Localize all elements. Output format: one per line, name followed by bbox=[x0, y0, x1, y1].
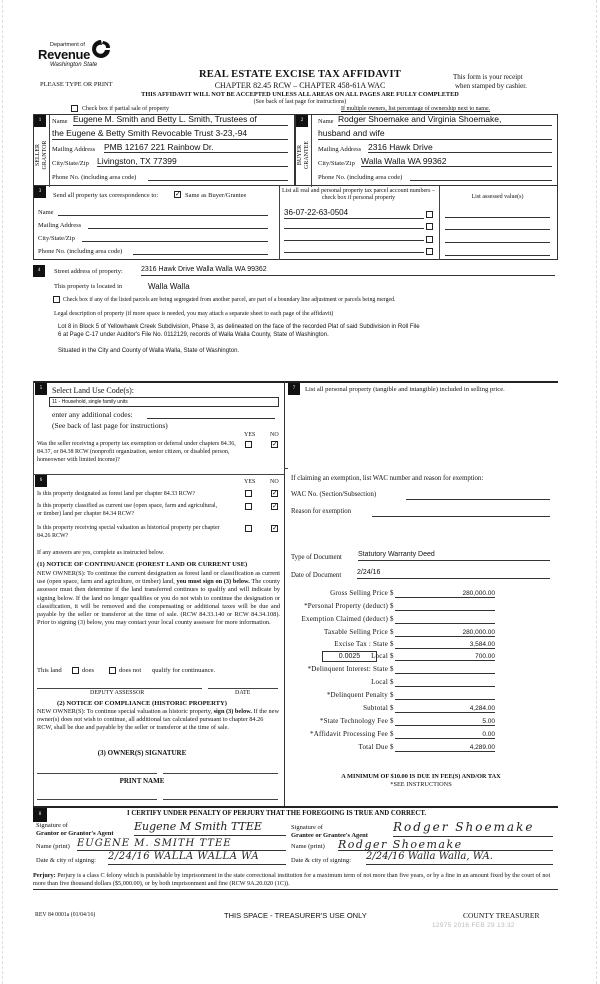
corr-city-label: City/State/Zip bbox=[38, 235, 75, 242]
segregated-label: Check box if any of the listed parcels are being segregated from another parcel, are part of a boundary line adjustment or parcels being merged. bbox=[63, 297, 396, 303]
local-rate-field[interactable]: 0.0025 bbox=[322, 651, 377, 662]
s5-yes-checkbox[interactable] bbox=[245, 441, 252, 448]
grantor-date-label: Date & city of signing: bbox=[36, 857, 96, 864]
section-8-badge: 8 bbox=[33, 808, 47, 822]
deputy-assessor-label: DEPUTY ASSESSOR bbox=[90, 690, 145, 696]
reason-field[interactable] bbox=[372, 508, 550, 517]
amount-row: Gross Selling Price $ 280,000.00 bbox=[330, 589, 495, 597]
seller-grantor-label: SELLER GRANTOR bbox=[35, 140, 48, 170]
s6-question-1: Is this property designated as forest land per chapter 84.33 RCW? bbox=[37, 491, 196, 497]
notice-1-title: (1) NOTICE OF CONTINUANCE (FOREST LAND OR CURRENT USE) bbox=[37, 561, 248, 568]
qualify-label: qualify for continuance. bbox=[152, 667, 216, 674]
seller-phone-field[interactable] bbox=[148, 170, 288, 181]
buyer-name-line-2[interactable]: husband and wife bbox=[318, 128, 552, 140]
buyer-phone-label: Phone No. (including area code) bbox=[318, 174, 403, 181]
wac-field[interactable] bbox=[406, 491, 550, 500]
corr-phone-label: Phone No. (including area code) bbox=[38, 248, 123, 255]
street-address-field[interactable]: 2316 Hawk Drive Walla Walla WA 99362 bbox=[141, 266, 555, 276]
amount-row: *Delinquent Interest: State $ bbox=[290, 665, 550, 676]
seller-name-label: Name bbox=[52, 118, 68, 125]
print-name-label: PRINT NAME bbox=[119, 777, 165, 785]
buyer-address-field[interactable]: 2316 Hawk Drive bbox=[368, 142, 552, 153]
legal-description-line-3[interactable]: Situated in the City and County of Walla Walla, State of Washington. bbox=[58, 348, 240, 354]
exemption-label: If claiming an exemption, list WAC number and reason for exemption: bbox=[291, 475, 484, 482]
additional-codes-field[interactable] bbox=[147, 410, 275, 419]
same-as-buyer-checkbox[interactable] bbox=[174, 191, 181, 198]
assessed-header: List assessed value(s) bbox=[471, 194, 524, 200]
s6-q2-no-checkbox[interactable] bbox=[271, 503, 278, 510]
amount-row: Local $ 700.00 bbox=[371, 652, 495, 660]
page-edge-right bbox=[596, 0, 597, 984]
deputy-assessor-signature-line[interactable] bbox=[37, 688, 202, 689]
grantee-name-label: Name (print) bbox=[291, 843, 325, 850]
affidavit-processing-fee[interactable]: 0.00 bbox=[395, 730, 495, 739]
instructions-note: (See back of last page for instructions) bbox=[253, 99, 347, 105]
excise-tax-state[interactable]: 3,584.00 bbox=[395, 640, 495, 649]
section-3-badge: 3 bbox=[34, 186, 46, 198]
amount-row: Subtotal $ 4,284.00 bbox=[363, 704, 495, 712]
s6-question-3: Is this property receiving special valuation as historical property per chapter 84.26 RCW? bbox=[37, 525, 220, 539]
notice-2-text: NEW OWNER(S): To continue special valuation as historic property, sign (3) below. If the new owner(s) does not wish to continue, all additional tax calculated pursuant to chapter 84.26 RCW, shall be due and payable by the seller or transferor at the time of sale. bbox=[37, 708, 280, 731]
grantee-name-field[interactable]: Rodger Shoemake bbox=[338, 838, 553, 851]
legal-description-line-1[interactable]: Lot 8 in Block 5 of Yellowhawk Creek Subdivision, Phase 3, as delineated on the face of the recorded Plat of said Subdivision in Roll File bbox=[58, 324, 420, 330]
minimum-note: A MINIMUM OF $10.00 IS DUE IN FEE(S) AND/OR TAX bbox=[341, 773, 501, 780]
parcel-header: List all real and personal property tax parcel account numbers – check box if personal property bbox=[282, 188, 435, 201]
buyer-grantee-label: BUYER GRANTEE bbox=[297, 141, 310, 169]
assessor-date-line[interactable] bbox=[208, 688, 278, 689]
grantee-date-label: Date & city of signing: bbox=[291, 857, 351, 864]
agency-logo bbox=[38, 38, 108, 72]
grantee-date-field[interactable]: 2/24/16 Walla Walla, WA. bbox=[366, 851, 553, 865]
excise-tax-local[interactable]: 700.00 bbox=[395, 652, 495, 661]
buyer-phone-field[interactable] bbox=[410, 170, 552, 181]
doc-date-label: Date of Document bbox=[291, 572, 342, 579]
buyer-name-label: Name bbox=[318, 118, 334, 125]
state-technology-fee[interactable]: 5.00 bbox=[395, 717, 495, 726]
receipt-note-1: This form is your receipt bbox=[453, 73, 523, 81]
s5-yes-header: YES bbox=[244, 432, 256, 438]
see-instructions-note: *SEE INSTRUCTIONS bbox=[390, 781, 452, 788]
owner-signature-label: (3) OWNER(S) SIGNATURE bbox=[97, 749, 187, 757]
parcel-personal-checkbox-2[interactable] bbox=[426, 223, 433, 230]
buyer-city-label: City/State/Zip bbox=[318, 160, 355, 167]
located-in-value[interactable]: Walla Walla bbox=[148, 282, 190, 291]
reason-label: Reason for exemption bbox=[291, 508, 352, 515]
grantor-name-field[interactable]: EUGENE M. SMITH TTEE bbox=[77, 838, 286, 851]
land-use-select[interactable]: 11 - Household, single family units bbox=[49, 397, 279, 407]
seller-address-field[interactable]: PMB 12167 221 Rainbow Dr. bbox=[104, 142, 288, 153]
corr-name-label: Name bbox=[38, 209, 54, 216]
seller-phone-label: Phone No. (including area code) bbox=[52, 174, 137, 181]
s6-q1-yes-checkbox[interactable] bbox=[245, 490, 252, 497]
subtotal[interactable]: 4,284.00 bbox=[395, 704, 495, 713]
s6-q3-no-checkbox[interactable] bbox=[271, 525, 278, 532]
s6-q2-yes-checkbox[interactable] bbox=[245, 503, 252, 510]
perjury-notice: Perjury: Perjury is a class C felony which is punishable by imprisonment in the state correctional institution for a maximum term of not more than five years, or by a fine in an amount fixed by the court of not more than five thousand dollars ($5,000.00), or by both imprisonment and fine (RCW 9A.20.020 (1C)). bbox=[33, 872, 558, 890]
corr-city-field[interactable] bbox=[82, 233, 268, 242]
notice-2-title: (2) NOTICE OF COMPLIANCE (HISTORIC PROPERTY) bbox=[57, 700, 227, 707]
s6-q1-no-checkbox[interactable] bbox=[271, 490, 278, 497]
see-back-note: (See back of last page for instructions) bbox=[52, 421, 168, 430]
partial-sale-checkbox[interactable] bbox=[71, 105, 78, 112]
s6-question-2: Is this property classified as current use (open space, farm and agricultural, or timber) land per chapter 84.34 RCW? bbox=[37, 503, 218, 517]
form-subtitle: CHAPTER 82.45 RCW – CHAPTER 458-61A WAC bbox=[214, 81, 386, 90]
send-correspondence-label: Send all property tax correspondence to: bbox=[53, 192, 159, 199]
amount-row: Total Due $ 4,289.00 bbox=[358, 743, 495, 751]
assessor-date-label: DATE bbox=[235, 690, 251, 696]
owner-signature-line-1[interactable] bbox=[37, 773, 157, 774]
notice-1-text: NEW OWNER(S): To continue the current designation as forest land or classification as current use (open space, farm and agriculture, or timber) land, you must sign on (3) below. The county assessor must then determine if the land transferred continues to qualify and will indicate by signing below. If the land no longer qualifies or you do not wish to continue the designation or classification, it will be removed and the compensating or additional taxes will be due and payable by the seller or transferor at the time of sale. (RCW 84.33.140 or RCW 84.34.108). Prior to signing (3) below, you may contact your local county assessor for more information. bbox=[37, 570, 280, 627]
s6-yes-header: YES bbox=[244, 479, 256, 485]
buyer-name-line-1[interactable]: Rodger Shoemake and Virginia Shoemake, bbox=[338, 114, 552, 126]
parcel-number-4[interactable] bbox=[284, 244, 424, 253]
amount-row: *Delinquent Penalty $ bbox=[290, 691, 550, 702]
corr-address-label: Mailing Address bbox=[38, 222, 82, 229]
seller-address-label: Mailing Address bbox=[52, 146, 96, 153]
form-number: REV 84 0001a (01/04/16) bbox=[35, 912, 96, 918]
owner-signature-line-2[interactable] bbox=[163, 773, 278, 774]
seller-name-line-2[interactable]: the Eugene & Betty Smith Revocable Trust 3-23,-94 bbox=[52, 128, 288, 140]
warning-text: THIS AFFIDAVIT WILL NOT BE ACCEPTED UNLESS ALL AREAS ON ALL PAGES ARE FULLY COMPLETED bbox=[141, 91, 459, 98]
s5-question: Was the seller receiving a property tax exemption or deferral under chapters 84.36, 84.37, or 84.38 RCW (nonprofit organization, senior citizen, or disabled person, homeowner with limited income)? bbox=[37, 441, 236, 463]
grantee-signature-field[interactable]: Rodger Shoemake bbox=[393, 820, 553, 837]
delinquent-interest-state[interactable] bbox=[395, 665, 495, 674]
parcel-number-1[interactable]: 36-07-22-63-0504 bbox=[284, 208, 424, 219]
multiple-owners-note: If multiple owners, list percentage of ownership next to name. bbox=[341, 106, 491, 112]
agency-line-1: Department of bbox=[50, 42, 85, 48]
doc-date-field[interactable]: 2/24/16 bbox=[357, 569, 550, 579]
personal-property-field[interactable] bbox=[300, 410, 550, 465]
form-title: REAL ESTATE EXCISE TAX AFFIDAVIT bbox=[198, 69, 402, 80]
grantor-name-label: Name (print) bbox=[36, 843, 70, 850]
amount-row: Local $ bbox=[290, 678, 550, 689]
seller-city-field[interactable]: Livingston, TX 77399 bbox=[97, 156, 288, 167]
parcel-number-3[interactable] bbox=[284, 232, 424, 241]
legal-description-label: Legal description of property (if more space is needed, you may attach a separate sheet to each page of the affidavit) bbox=[54, 311, 334, 317]
section-5-badge: 5 bbox=[35, 383, 47, 395]
county-treasurer-label: COUNTY TREASURER bbox=[463, 911, 540, 920]
treasurer-stamp: 12975 2016 FEB 29 13:32 bbox=[432, 922, 515, 929]
amount-row: Exemption Claimed (deduct) $ bbox=[290, 615, 550, 626]
seller-name-line-1[interactable]: Eugene M. Smith and Betty L. Smith, Trustees of bbox=[73, 114, 288, 126]
does-not-qualify-checkbox[interactable] bbox=[109, 667, 116, 674]
amount-row: *State Technology Fee $ 5.00 bbox=[319, 717, 495, 725]
page-edge-left bbox=[2, 0, 3, 984]
s6-no-header: NO bbox=[270, 479, 279, 485]
doc-type-label: Type of Document bbox=[291, 554, 342, 561]
does-qualify-checkbox[interactable] bbox=[72, 667, 79, 674]
s6-q3-yes-checkbox[interactable] bbox=[245, 525, 252, 532]
amount-row: Taxable Selling Price $ 280,000.00 bbox=[324, 628, 495, 636]
section-1-badge: 1 bbox=[34, 115, 46, 127]
delinquent-penalty[interactable] bbox=[395, 691, 495, 700]
agency-line-3: Washington State bbox=[50, 62, 98, 68]
s5-no-checkbox[interactable] bbox=[271, 441, 278, 448]
parcel-personal-checkbox-3[interactable] bbox=[426, 236, 433, 243]
does-label: does bbox=[82, 667, 95, 674]
amount-row: Excise Tax : State $ 3,584.00 bbox=[334, 640, 495, 648]
amount-row: *Personal Property (deduct) $ bbox=[290, 602, 550, 613]
section-2-badge: 2 bbox=[296, 115, 308, 127]
if-yes-note: If any answers are yes, complete as instructed below. bbox=[37, 550, 165, 556]
personal-property-deduct[interactable] bbox=[395, 602, 495, 611]
same-as-buyer-label: Same as Buyer/Grantee bbox=[185, 192, 247, 199]
receipt-note-2: when stamped by cashier. bbox=[455, 82, 527, 90]
gross-selling-price[interactable]: 280,000.00 bbox=[395, 589, 495, 598]
section-4-badge: 4 bbox=[33, 265, 45, 277]
parcel-personal-checkbox-4[interactable] bbox=[426, 248, 433, 255]
buyer-address-label: Mailing Address bbox=[318, 146, 362, 153]
please-type-label: PLEASE TYPE OR PRINT bbox=[40, 81, 113, 88]
certify-text: I CERTIFY UNDER PENALTY OF PERJURY THAT THE FOREGOING IS TRUE AND CORRECT. bbox=[127, 810, 427, 817]
assessed-value-2[interactable] bbox=[445, 222, 550, 230]
legal-description-line-2[interactable]: 6 at Page C-17 under Auditor's File No. 0112129, records of Walla Walla County, State of Washington. bbox=[58, 332, 329, 338]
grantee-sig-label: Signature of Grantee or Grantee's Agent bbox=[291, 824, 368, 839]
parcel-number-2[interactable] bbox=[284, 220, 424, 229]
agency-line-2: Revenue bbox=[38, 47, 91, 62]
amount-row: *Affidavit Processing Fee $ 0.00 bbox=[310, 730, 495, 738]
doc-type-field[interactable]: Statutory Warranty Deed bbox=[358, 551, 550, 561]
this-land-label: This land bbox=[37, 667, 62, 674]
grantor-signature-field[interactable]: Eugene M Smith TTEE bbox=[134, 820, 286, 836]
grantor-date-field[interactable]: 2/24/16 WALLA WALLA WA bbox=[108, 851, 286, 865]
taxable-selling-price[interactable]: 280,000.00 bbox=[395, 628, 495, 637]
agency-swoosh-icon bbox=[90, 38, 112, 60]
s5-no-header: NO bbox=[270, 432, 279, 438]
wac-label: WAC No. (Section/Subsection) bbox=[291, 491, 377, 498]
segregated-checkbox[interactable] bbox=[53, 296, 60, 303]
located-in-label: This property is located in bbox=[54, 283, 123, 290]
print-name-line-1[interactable] bbox=[37, 799, 157, 800]
treasurer-use-label: THIS SPACE - TREASURER'S USE ONLY bbox=[224, 911, 367, 920]
seller-city-label: City/State/Zip bbox=[52, 160, 89, 167]
section-7-badge: 7 bbox=[288, 383, 300, 395]
grantor-sig-label: Signature of Grantor or Grantor's Agent bbox=[36, 822, 114, 837]
section-6-badge: 6 bbox=[35, 475, 47, 487]
parcel-personal-checkbox-1[interactable] bbox=[426, 211, 433, 218]
corr-name-field[interactable] bbox=[58, 207, 268, 216]
assessed-value-1[interactable] bbox=[445, 210, 550, 218]
does-not-label: does not bbox=[119, 667, 142, 674]
land-use-label: Select Land Use Code(s): bbox=[52, 386, 134, 395]
additional-codes-label: enter any additional codes: bbox=[52, 410, 133, 419]
total-due[interactable]: 4,289.00 bbox=[395, 743, 495, 752]
assessed-value-4[interactable] bbox=[445, 248, 550, 256]
delinquent-interest-local[interactable] bbox=[395, 678, 495, 687]
print-name-line-2[interactable] bbox=[163, 799, 278, 800]
assessed-value-3[interactable] bbox=[445, 235, 550, 243]
corr-phone-field[interactable] bbox=[133, 246, 268, 255]
street-address-label: Street address of property: bbox=[54, 268, 123, 275]
corr-address-field[interactable] bbox=[88, 220, 268, 229]
exemption-claimed-deduct[interactable] bbox=[395, 615, 495, 624]
personal-property-label: List all personal property (tangible and intangible) included in selling price. bbox=[305, 386, 505, 393]
partial-sale-label: Check box if partial sale of property bbox=[82, 106, 169, 112]
buyer-city-field[interactable]: Walla Walla WA 99362 bbox=[361, 156, 552, 167]
